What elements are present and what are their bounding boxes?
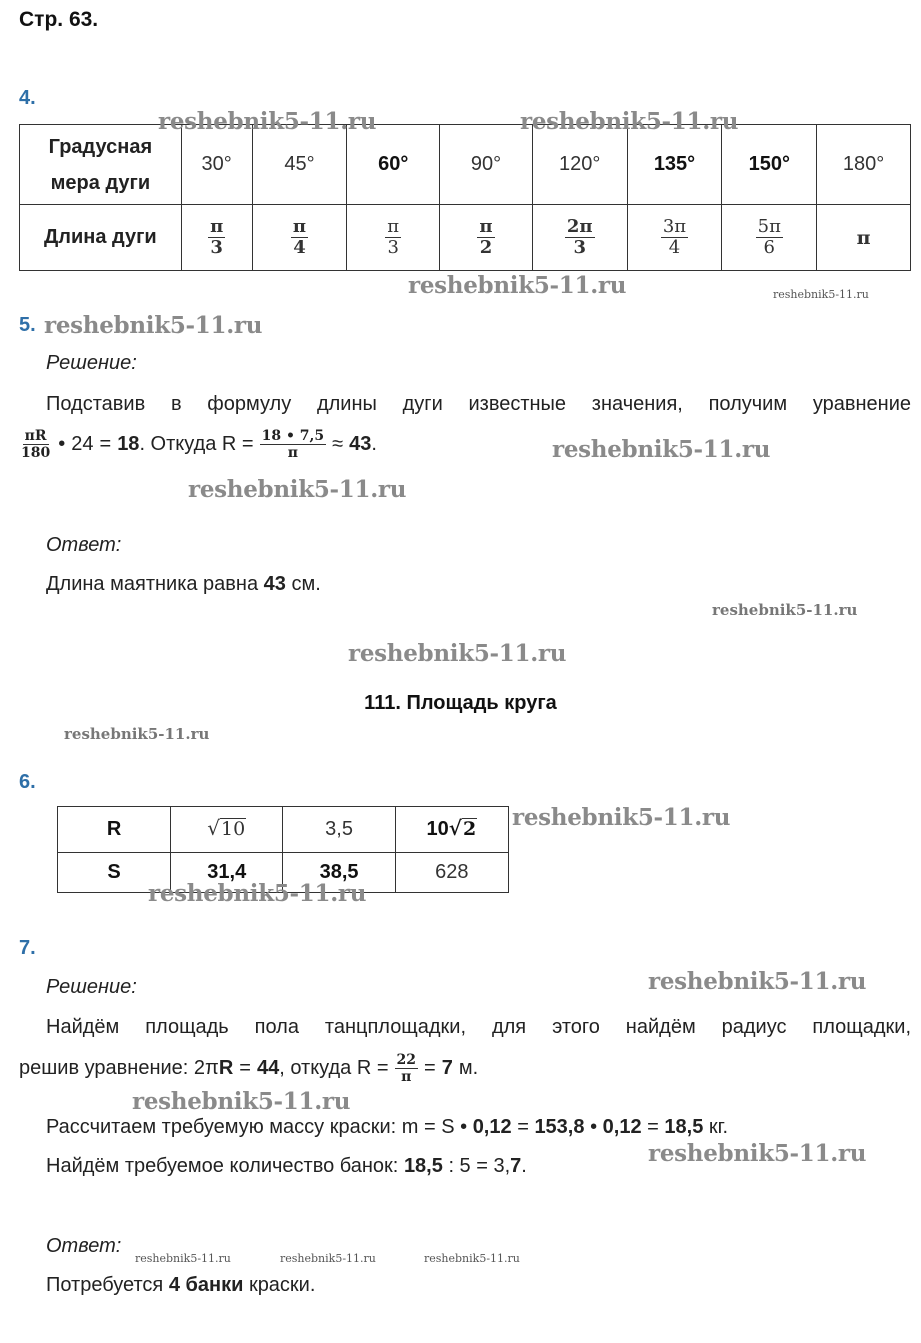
task-4-number: 4. — [19, 87, 36, 109]
watermark: reshebnik5-11.ru — [188, 476, 407, 503]
length-cell: $\frac{\pi}{3}$ — [347, 205, 440, 271]
arc-table — [19, 124, 911, 271]
length-cell: $\frac{\pi}{3}$ — [181, 205, 252, 271]
watermark: reshebnik5-11.ru — [135, 1252, 231, 1265]
r-header: R — [58, 807, 171, 853]
s-cell: 31,4 — [171, 853, 283, 893]
solution-label: Решение: — [46, 976, 137, 998]
task-7-line-1: Найдём площадь пола танцплощадки, для этого найдём радиус площадки, — [46, 1016, 911, 1038]
length-cell: $\frac{3\pi}{4}$ — [627, 205, 722, 271]
length-cell: $\frac{\pi}{4}$ — [252, 205, 347, 271]
watermark: reshebnik5-11.ru — [512, 804, 731, 831]
degree-cell: 180° — [817, 125, 911, 205]
task-5-number: 5. — [19, 314, 36, 336]
watermark: reshebnik5-11.ru — [148, 880, 367, 907]
fraction-r-value: $\frac{18 • 7,5}{\pi}$ — [261, 428, 325, 461]
fraction-22-pi: $\frac{22}{\pi}$ — [396, 1052, 417, 1085]
length-cell: $\frac{\pi}{2}$ — [440, 205, 533, 271]
task-5-equation: $\frac{\pi R}{180}$ • 24 = 18 . Откуда R = $\frac{18 • 7,5}{\pi}$ ≈ 43 . — [21, 428, 377, 461]
watermark: reshebnik5-11.ru — [158, 108, 377, 135]
watermark: reshebnik5-11.ru — [773, 288, 869, 301]
s-cell: 38,5 — [283, 853, 395, 893]
watermark: reshebnik5-11.ru — [348, 640, 567, 667]
task-7-line-3: Рассчитаем требуемую массу краски: m = S • 0,12 = 153,8 • 0,12 = 18,5 кг. — [46, 1116, 729, 1138]
r-cell: √ 10 — [171, 807, 283, 853]
task-6-number: 6. — [19, 771, 36, 793]
r-cell: 3,5 — [283, 807, 395, 853]
s-cell: 628 — [395, 853, 508, 893]
degree-cell: 90° — [440, 125, 533, 205]
watermark: reshebnik5-11.ru — [648, 1140, 867, 1167]
watermark: reshebnik5-11.ru — [64, 725, 210, 743]
watermark: reshebnik5-11.ru — [280, 1252, 376, 1265]
solution-label: Решение: — [46, 352, 137, 374]
answer-label: Ответ: — [46, 1235, 122, 1257]
degree-cell: 150° — [722, 125, 817, 205]
watermark: reshebnik5-11.ru — [648, 968, 867, 995]
s-header: S — [58, 853, 171, 893]
length-cell: π — [817, 205, 911, 271]
degree-cell: 45° — [252, 125, 347, 205]
watermark: reshebnik5-11.ru — [408, 272, 627, 299]
task-5-answer: Длина маятника равна 43 см. — [46, 573, 321, 595]
watermark: reshebnik5-11.ru — [44, 312, 263, 339]
fraction-pi-r-180: $\frac{\pi R}{180}$ — [21, 428, 51, 461]
task-5-line-1: Подставив в формулу длины дуги известные значения, получим уравнение — [46, 393, 911, 415]
r-cell: 10 √ 2 — [395, 807, 508, 853]
task-7-answer: Потребуется 4 банки краски. — [46, 1274, 316, 1296]
watermark: reshebnik5-11.ru — [520, 108, 739, 135]
arc-degree-header: Градусная мера дуги — [20, 125, 182, 205]
watermark: reshebnik5-11.ru — [132, 1088, 351, 1115]
degree-cell: 135° — [627, 125, 722, 205]
degree-cell: 120° — [532, 125, 627, 205]
length-cell: $\frac{2\pi}{3}$ — [532, 205, 627, 271]
length-cell: $\frac{5\pi}{6}$ — [722, 205, 817, 271]
watermark: reshebnik5-11.ru — [552, 436, 771, 463]
task-7-line-2: решив уравнение: 2π R = 44 , откуда R = $\frac{22}{\pi}$ = 7 м. — [19, 1052, 479, 1085]
degree-cell: 30° — [181, 125, 252, 205]
page-reference: Стр. 63. — [19, 8, 99, 31]
watermark: reshebnik5-11.ru — [712, 601, 858, 619]
section-title: 111. Площадь круга — [364, 692, 557, 714]
task-7-number: 7. — [19, 937, 36, 959]
degree-cell: 60° — [347, 125, 440, 205]
arc-length-header: Длина дуги — [20, 205, 182, 271]
task-7-line-4: Найдём требуемое количество банок: 18,5 : 5 = 3,7. — [46, 1155, 527, 1177]
answer-label: Ответ: — [46, 534, 122, 556]
watermark: reshebnik5-11.ru — [424, 1252, 520, 1265]
